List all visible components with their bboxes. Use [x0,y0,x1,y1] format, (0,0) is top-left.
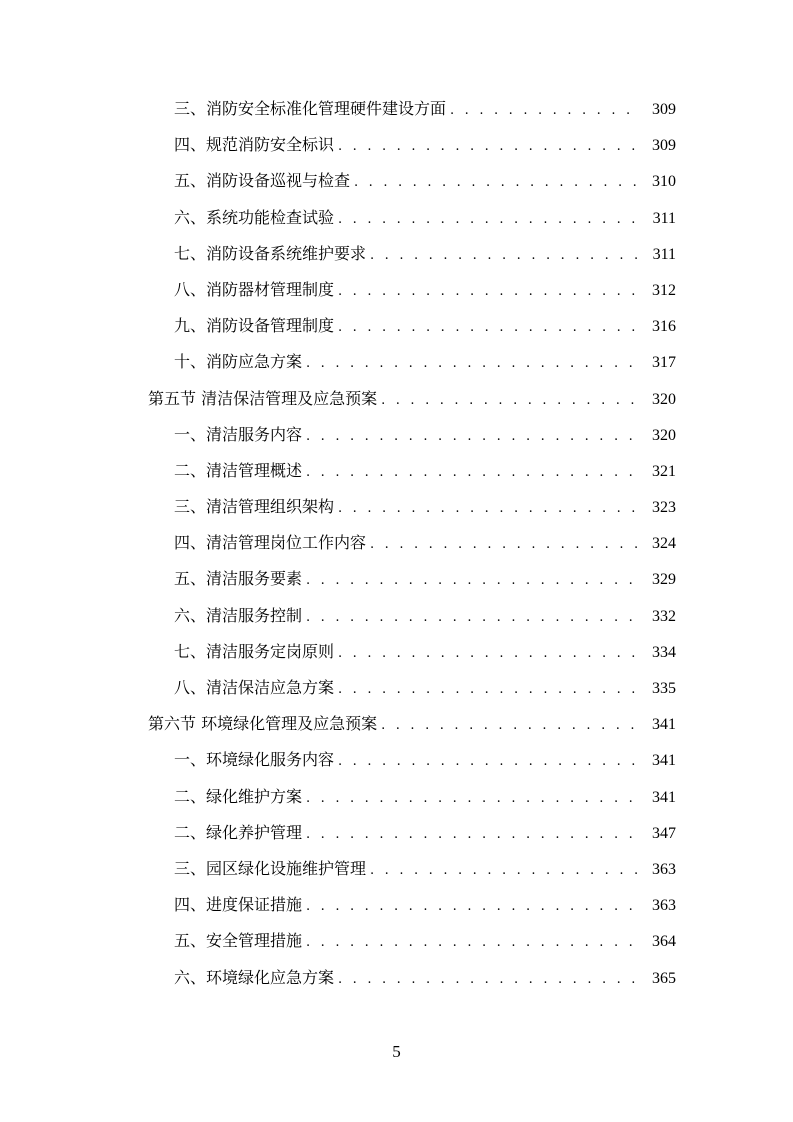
toc-entry-page-number: 316 [652,318,676,336]
toc-subsection-entry[interactable] [148,417,676,453]
toc-dot-leader [338,491,638,527]
toc-subsection-entry[interactable] [148,742,676,778]
toc-entry-page-number: 335 [652,680,676,697]
toc-subsection-entry[interactable] [148,344,676,380]
toc-entry-title: 五、安全管理措施 [174,931,303,951]
toc-dot-leader [338,274,638,310]
toc-dot-leader [306,817,638,853]
toc-entry-title: 六、系统功能检查试验 [174,207,335,227]
toc-entry-title: 十、消防应急方案 [174,352,303,372]
toc-dot-leader [381,383,638,419]
toc-dot-leader [306,889,638,925]
toc-entry-page-number: 341 [652,752,676,770]
toc-entry-title: 五、消防设备巡视与检查 [174,171,351,191]
toc-entry-page-number: 334 [652,643,676,661]
toc-entry-title: 四、清洁管理岗位工作内容 [174,533,367,553]
toc-entry-page-number: 312 [652,281,676,299]
toc-dot-leader [306,925,638,961]
toc-entry-page-number: 309 [652,137,676,155]
toc-subsection-entry[interactable] [148,815,676,851]
toc-entry-page-number: 310 [652,173,676,191]
toc-subsection-entry[interactable] [148,923,676,959]
toc-entry-page-number: 341 [652,716,676,734]
toc-dot-leader [370,238,638,274]
toc-entry-page-number: 341 [652,788,676,806]
toc-dot-leader [381,708,638,744]
toc-entry-title: 二、清洁管理概述 [174,460,303,480]
toc-dot-leader [338,202,638,238]
toc-dot-leader [338,636,638,672]
toc-dot-leader [306,346,638,382]
page-number: 5 [392,1042,401,1061]
toc-entry-title: 三、清洁管理组织架构 [174,497,335,517]
toc-section-entry[interactable] [148,706,676,742]
toc-subsection-entry[interactable] [148,851,676,887]
table-of-contents [148,91,676,996]
toc-entry-page-number: 320 [652,426,676,444]
toc-subsection-entry[interactable] [148,598,676,634]
toc-dot-leader [338,310,638,346]
toc-entry-title: 九、消防设备管理制度 [174,316,335,336]
toc-subsection-entry[interactable] [148,489,676,525]
toc-entry-title: 四、进度保证措施 [174,895,303,915]
toc-entry-page-number: 321 [652,462,676,480]
toc-dot-leader [306,563,638,599]
toc-subsection-entry[interactable] [148,779,676,815]
toc-subsection-entry[interactable] [148,670,676,706]
toc-entry-title: 四、规范消防安全标识 [174,135,335,155]
toc-entry-title: 五、清洁服务要素 [174,569,303,589]
toc-entry-title: 六、清洁服务控制 [174,605,303,625]
toc-dot-leader [338,962,638,998]
toc-dot-leader [370,527,638,563]
toc-entry-page-number: 320 [652,390,676,408]
toc-dot-leader [306,781,638,817]
toc-subsection-entry[interactable] [148,561,676,597]
toc-subsection-entry[interactable] [148,272,676,308]
toc-entry-page-number: 311 [652,245,676,263]
toc-dot-leader [370,853,638,889]
toc-entry-title: 第六节 环境绿化管理及应急预案 [148,714,378,734]
toc-subsection-entry[interactable] [148,453,676,489]
toc-entry-title: 八、清洁保洁应急方案 [174,678,335,697]
toc-entry-page-number: 323 [652,499,676,517]
toc-dot-leader [338,744,638,780]
toc-dot-leader [354,165,638,201]
toc-subsection-entry[interactable] [148,163,676,199]
toc-subsection-entry[interactable] [148,127,676,163]
toc-subsection-entry[interactable] [148,200,676,236]
toc-dot-leader [338,129,638,165]
toc-dot-leader [338,672,638,708]
toc-subsection-entry[interactable] [148,91,676,127]
toc-entry-title: 八、消防器材管理制度 [174,279,335,299]
toc-entry-page-number: 364 [652,933,676,951]
toc-entry-page-number: 311 [652,209,676,227]
toc-entry-title: 七、消防设备系统维护要求 [174,243,367,263]
toc-entry-title: 二、绿化维护方案 [174,786,303,806]
toc-entry-page-number: 363 [652,860,676,878]
toc-section-entry[interactable] [148,381,676,417]
toc-dot-leader [306,600,638,636]
toc-entry-title: 二、绿化养护管理 [174,822,303,842]
toc-dot-leader [306,455,638,491]
toc-entry-page-number: 332 [652,607,676,625]
toc-entry-page-number: 309 [652,101,676,118]
toc-subsection-entry[interactable] [148,634,676,670]
toc-entry-title: 六、环境绿化应急方案 [174,967,335,987]
toc-entry-title: 三、消防安全标准化管理硬件建设方面 [174,99,447,118]
toc-entry-title: 第五节 清洁保洁管理及应急预案 [148,388,378,408]
toc-subsection-entry[interactable] [148,887,676,923]
toc-subsection-entry[interactable] [148,525,676,561]
toc-entry-page-number: 317 [652,354,676,372]
toc-entry-page-number: 363 [652,897,676,915]
toc-entry-title: 七、清洁服务定岗原则 [174,641,335,661]
toc-entry-page-number: 324 [652,535,676,553]
toc-subsection-entry[interactable] [148,960,676,996]
toc-subsection-entry[interactable] [148,236,676,272]
toc-entry-title: 三、园区绿化设施维护管理 [174,858,367,878]
toc-entry-page-number: 365 [652,969,676,987]
toc-entry-page-number: 329 [652,571,676,589]
toc-dot-leader [306,419,638,455]
toc-entry-title: 一、清洁服务内容 [174,424,303,444]
toc-subsection-entry[interactable] [148,308,676,344]
toc-dot-leader [450,93,638,129]
toc-entry-title: 一、环境绿化服务内容 [174,750,335,770]
toc-entry-page-number: 347 [652,824,676,842]
